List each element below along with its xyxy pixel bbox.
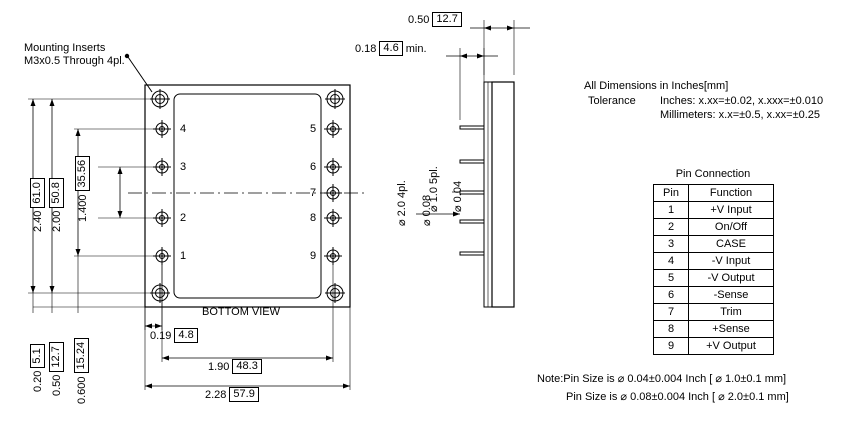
table-header-function: Function — [689, 185, 774, 202]
mounting-inserts-label-line1: Mounting Inserts — [24, 42, 106, 54]
dim-side-0.50-12.7 — [408, 12, 462, 27]
dim-57.9-mm: 57.9 — [229, 387, 258, 402]
pin-cell: 5 — [654, 270, 689, 287]
dim-side-12.7-mm: 12.7 — [432, 12, 461, 27]
dim-5.1-mm: 5.1 — [30, 344, 45, 367]
table-row — [654, 219, 774, 236]
tolerance-millimeters: Millimeters: x.x=±0.5, x.xx=±0.25 — [660, 109, 821, 121]
function-cell: On/Off — [689, 219, 774, 236]
dim-1.90-48.3 — [208, 359, 262, 374]
bottom-view-caption: BOTTOM VIEW — [202, 306, 281, 318]
pin-cell: 9 — [654, 338, 689, 355]
dim-2.40-inch: 2.40 — [31, 210, 44, 232]
dim-side-0.50-inch: 0.50 — [408, 13, 430, 26]
pin-cell: 6 — [654, 287, 689, 304]
pin-number-right-6: 6 — [310, 161, 317, 173]
table-row — [654, 236, 774, 253]
table-header-row — [654, 185, 774, 202]
dim-0.19-inch: 0.19 — [150, 329, 172, 342]
dim-side-min-suffix: min. — [405, 42, 427, 55]
dim-2.00-inch: 2.00 — [50, 210, 63, 232]
pin-cell: 4 — [654, 253, 689, 270]
pin-number-right-7: 7 — [310, 187, 317, 199]
mounting-inserts-label-line2: M3x0.5 Through 4pl. — [24, 55, 125, 67]
table-row — [654, 270, 774, 287]
table-header-pin: Pin — [654, 185, 689, 202]
dim-0.50-inch: 0.50 — [50, 374, 63, 396]
dim-50.8-mm: 50.8 — [49, 178, 64, 207]
pin-number-left-3: 3 — [180, 161, 187, 173]
pin-dia-0.04-label: ⌀ 0.04 — [452, 180, 464, 212]
dim-2.28-inch: 2.28 — [205, 388, 227, 401]
dim-1.400-inch: 1.400 — [76, 194, 89, 222]
function-cell: +Sense — [689, 321, 774, 338]
table-row — [654, 202, 774, 219]
table-row — [654, 338, 774, 355]
function-cell: CASE — [689, 236, 774, 253]
dim-2.28-57.9 — [205, 387, 259, 402]
pin-connection-table — [653, 184, 774, 355]
pin-number-left-4: 4 — [180, 123, 187, 135]
tolerance-label: Tolerance — [588, 95, 636, 107]
function-cell: Trim — [689, 304, 774, 321]
table-row — [654, 253, 774, 270]
dim-side-0.18-inch: 0.18 — [355, 42, 377, 55]
function-cell: +V Input — [689, 202, 774, 219]
pin-cell: 3 — [654, 236, 689, 253]
pin-cell: 8 — [654, 321, 689, 338]
dim-35.56-mm: 35.56 — [75, 156, 90, 192]
dim-side-4.6-mm: 4.6 — [379, 41, 402, 56]
note-pin-size-line2: Pin Size is ⌀ 0.08±0.004 Inch [ ⌀ 2.0±0.1 mm] — [566, 391, 789, 403]
table-row — [654, 304, 774, 321]
table-row — [654, 287, 774, 304]
dim-1.90-inch: 1.90 — [208, 360, 230, 373]
pin-connection-title: Pin Connection — [675, 168, 751, 180]
note-pin-size-line1: Note:Pin Size is ⌀ 0.04±0.004 Inch [ ⌀ 1.0±0.1 mm] — [537, 373, 787, 385]
function-cell: -Sense — [689, 287, 774, 304]
function-cell: +V Output — [689, 338, 774, 355]
pin-cell: 2 — [654, 219, 689, 236]
pin-cell: 7 — [654, 304, 689, 321]
pin-dia-2.0-4pl-label: ⌀ 2.0 4pl. — [396, 180, 408, 226]
dim-0.20-inch: 0.20 — [31, 370, 44, 392]
pin-number-right-5: 5 — [310, 123, 317, 135]
pin-dia-1.0-5pl-label: ⌀ 1.0 5pl. — [428, 166, 440, 212]
pin-number-right-8: 8 — [310, 212, 317, 224]
pin-cell: 1 — [654, 202, 689, 219]
all-dimensions-note: All Dimensions in Inches[mm] — [584, 80, 729, 92]
table-row — [654, 321, 774, 338]
dim-15.24-mm: 15.24 — [74, 338, 89, 374]
function-cell: -V Output — [689, 270, 774, 287]
pin-number-left-1: 1 — [180, 250, 187, 262]
dim-4.8-mm: 4.8 — [174, 328, 197, 343]
dim-61.0-mm: 61.0 — [30, 178, 45, 207]
dim-1.400-35.56 — [75, 159, 141, 237]
pin-number-left-2: 2 — [180, 212, 187, 224]
dim-side-0.18-4.6-min — [355, 41, 427, 56]
pin-number-right-9: 9 — [310, 250, 317, 262]
pin-dia-0.08-label: ⌀ 0.08 — [421, 194, 433, 226]
dim-12.7-mm: 12.7 — [49, 342, 64, 371]
dim-48.3-mm: 48.3 — [232, 359, 261, 374]
function-cell: -V Input — [689, 253, 774, 270]
dim-0.600-inch: 0.600 — [75, 376, 88, 404]
tolerance-inches: Inches: x.xx=±0.02, x.xxx=±0.010 — [660, 95, 824, 107]
dim-0.19-4.8 — [150, 328, 198, 343]
dim-0.600-15.24 — [74, 341, 140, 419]
